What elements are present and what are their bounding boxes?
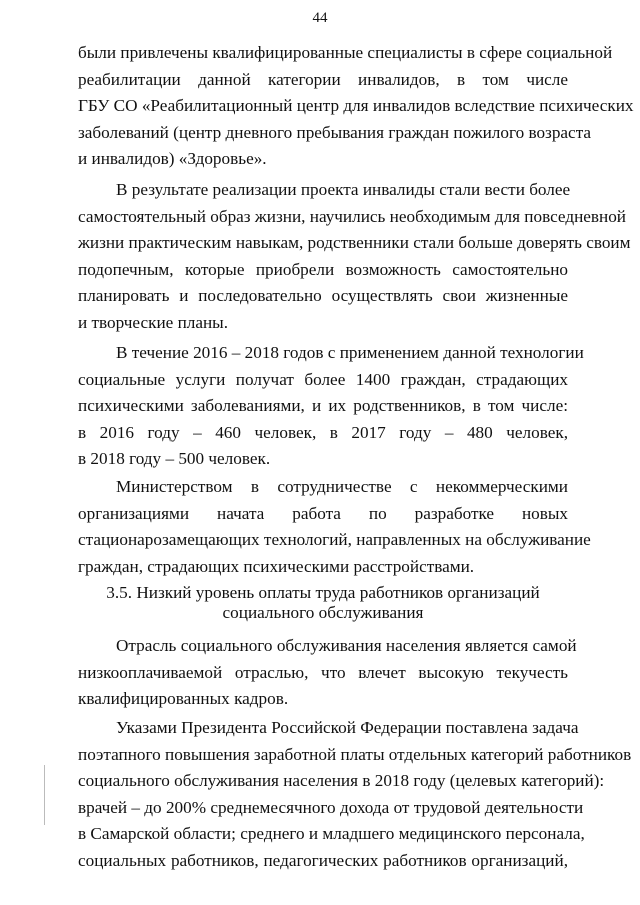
- text-line: Отрасль социального обслуживания населения является самой: [116, 636, 577, 655]
- paragraph-6: [78, 715, 632, 874]
- paragraph-4: [78, 474, 591, 580]
- text-line: социального обслуживания населения в 2018 году (целевых категорий):: [78, 771, 605, 790]
- paragraph-5: [78, 633, 577, 713]
- text-line: были привлечены квалифицированные специалисты в сфере социальной: [78, 43, 613, 62]
- text-line: в 2016 году – 460 человек, в 2017 году – 480 человек,: [78, 422, 568, 442]
- section-heading-line-2: социального обслуживания: [222, 603, 424, 622]
- page-number: 44: [312, 10, 328, 26]
- text-line: поэтапного повышения заработной платы отдельных категорий работников: [78, 744, 632, 764]
- text-line: стационарозамещающих технологий, направленных на обслуживание: [78, 530, 591, 549]
- text-line: В результате реализации проекта инвалиды стали вести более: [116, 180, 571, 199]
- text-line: самостоятельный образ жизни, научились необходимым для повседневной: [78, 206, 627, 226]
- text-line: планировать и последовательно осуществлять свои жизненные: [78, 286, 568, 305]
- text-line: организациями начата работа по разработке новых: [78, 503, 568, 523]
- text-line: подопечным, которые приобрели возможность самостоятельно: [78, 259, 568, 279]
- section-heading-line-1: 3.5. Низкий уровень оплаты труда работников организаций: [106, 583, 540, 602]
- section-heading: [78, 583, 568, 623]
- paragraph-3: [78, 340, 584, 473]
- text-line: В течение 2016 – 2018 годов с применением данной технологии: [116, 343, 584, 362]
- paragraph-2: [78, 177, 631, 336]
- text-line: и инвалидов) «Здоровье».: [78, 149, 267, 168]
- text-line: социальных работников, педагогических работников организаций,: [78, 850, 568, 870]
- text-line: в 2018 году – 500 человек.: [78, 449, 271, 468]
- text-line: ГБУ СО «Реабилитационный центр для инвалидов вследствие психических: [78, 96, 634, 115]
- text-line: Министерством в сотрудничестве с некоммерческими: [116, 477, 568, 496]
- text-line: в Самарской области; среднего и младшего медицинского персонала,: [78, 824, 585, 843]
- text-line: социальные услуги получат более 1400 граждан, страдающих: [78, 369, 568, 389]
- text-line: врачей – до 200% среднемесячного дохода от трудовой деятельности: [78, 797, 584, 817]
- text-line: и творческие планы.: [78, 312, 229, 332]
- text-line: Указами Президента Российской Федерации поставлена задача: [116, 718, 579, 737]
- text-line: граждан, страдающих психическими расстройствами.: [78, 556, 475, 576]
- text-line: реабилитации данной категории инвалидов, в том числе: [78, 69, 568, 89]
- text-line: квалифицированных кадров.: [78, 689, 289, 708]
- text-line: низкооплачиваемой отраслью, что влечет высокую текучесть: [78, 662, 568, 682]
- margin-scan-mark: [44, 765, 45, 825]
- text-line: жизни практическим навыкам, родственники стали больше доверять своим: [78, 233, 631, 252]
- text-line: заболеваний (центр дневного пребывания граждан пожилого возраста: [78, 122, 592, 142]
- paragraph-1: [78, 40, 634, 173]
- text-line: психическими заболеваниями, и их родственников, в том числе:: [78, 396, 568, 415]
